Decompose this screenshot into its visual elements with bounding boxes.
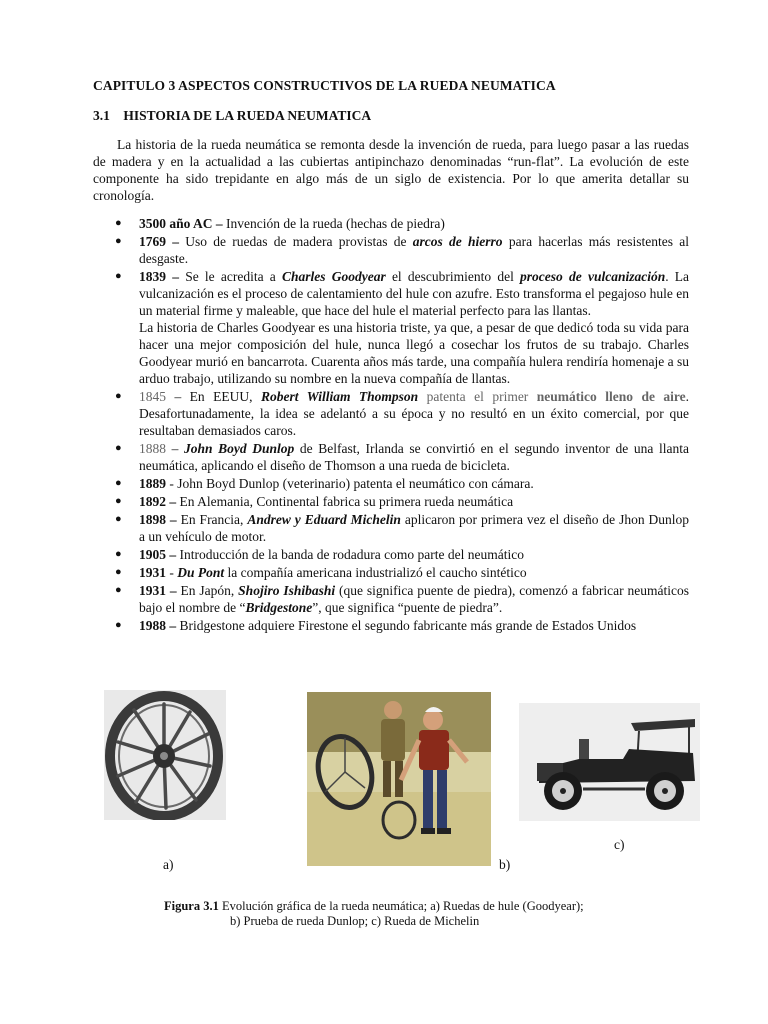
timeline-item (93, 617, 689, 634)
timeline-year: 1769 – (139, 234, 180, 249)
timeline-extra-paragraph: La historia de Charles Goodyear es una historia triste, ya que, a pesar de que dedicó toda su vida para hacer una mejor composición del hule, nunca llegó a cosechar los frutos de su trabajo. Charles Goodyear murió en bancarrota. Cuarenta años más tarde, una compañía hulera rendiría homenaje a su arduo trabajo, utilizando su nombre en la nueva compañía de llantas. (139, 320, 689, 386)
timeline-year: 1931 (139, 565, 166, 580)
timeline-text: Bridgestone adquiere Firestone el segundo fabricante más grande de Estados Unidos (179, 618, 637, 633)
timeline-item (93, 564, 689, 581)
car-illustration (519, 703, 700, 821)
timeline-item (93, 233, 689, 267)
timeline-text: – En EEUU, (174, 389, 253, 404)
bullet-icon: ● (115, 619, 122, 631)
timeline-emphasis: proceso de vulcanización (520, 269, 666, 284)
timeline-text: (que significa puente de piedra), comenzó a fabricar neumáticos bajo el nombre de “ (139, 583, 690, 615)
timeline-item (93, 440, 689, 474)
timeline-text: Se le acredita a (185, 269, 276, 284)
bullet-icon: ● (115, 548, 122, 560)
figure-a-label: a) (163, 857, 174, 872)
figure-caption (164, 899, 684, 929)
timeline-year: 1888 (139, 441, 166, 456)
timeline-emphasis: Charles Goodyear (282, 269, 386, 284)
timeline-item (93, 493, 689, 510)
timeline-text: En Francia, (180, 512, 244, 527)
bullet-icon: ● (115, 217, 122, 229)
timeline-emphasis: Robert William Thompson (260, 389, 419, 404)
timeline-emphasis: Du Pont (177, 565, 225, 580)
timeline-text: ”, que significa “puente de piedra”. (312, 600, 503, 615)
timeline-emphasis: Andrew y Eduard Michelin (247, 512, 401, 527)
figure-c-michelin-car (519, 703, 700, 821)
timeline-text: – (171, 441, 179, 456)
timeline-text: para hacerlas más resistentes al desgaste. (139, 234, 690, 266)
timeline-year: 3500 año AC – (139, 216, 223, 231)
timeline-year: 1889 (139, 476, 166, 491)
figure-caption-label: Figura 3.1 (164, 899, 219, 913)
timeline-year: 1839 – (139, 269, 179, 284)
timeline-item (93, 215, 689, 232)
figure-a-wooden-wheel (104, 690, 226, 820)
timeline-text: . Desafortunadamente, la idea se adelantó a su época y no resultó en un éxito comercial, por que resultaban demasiados caros. (139, 389, 690, 438)
timeline-text: En Japón, (180, 583, 235, 598)
figure-b-dunlop-test (307, 692, 491, 866)
timeline-year: 1898 – (139, 512, 177, 527)
timeline-text: Introducción de la banda de rodadura como parte del neumático (179, 547, 524, 562)
timeline-text: patenta el primer (426, 389, 529, 404)
timeline-text: el descubrimiento del (391, 269, 514, 284)
timeline-emphasis: neumático lleno de aire (536, 389, 686, 404)
dunlop-illustration (307, 692, 491, 866)
timeline-item (93, 582, 689, 616)
bullet-icon: ● (115, 270, 122, 282)
bullet-icon: ● (115, 477, 122, 489)
timeline-emphasis: Bridgestone (245, 600, 313, 615)
bullet-icon: ● (115, 442, 122, 454)
timeline-text: - John Boyd Dunlop (veterinario) patenta el neumático con cámara. (169, 476, 534, 491)
figure-b-label: b) (499, 857, 511, 872)
timeline-item (93, 511, 689, 545)
figure-c-label: c) (614, 837, 625, 852)
timeline-item (93, 388, 689, 439)
timeline-text: Uso de ruedas de madera provistas de (185, 234, 407, 249)
timeline-text: . La vulcanización es el proceso de calentamiento del hule con azufre. Esto transforma el pegajoso hule en un material firme y maleable, que hace del hule el material perfecto para las llantas. (139, 269, 690, 318)
timeline-year: 1892 – (139, 494, 177, 509)
timeline-year: 1845 (139, 389, 166, 404)
bullet-icon: ● (115, 495, 122, 507)
timeline-text: - (169, 565, 174, 580)
bullet-icon: ● (115, 584, 122, 596)
timeline-year: 1988 – (139, 618, 177, 633)
timeline-emphasis: arcos de hierro (412, 234, 503, 249)
bullet-icon: ● (115, 513, 122, 525)
section-title-text: HISTORIA DE LA RUEDA NEUMATICA (123, 108, 372, 123)
wheel-illustration (104, 690, 226, 820)
intro-paragraph (93, 136, 689, 204)
bullet-icon: ● (115, 235, 122, 247)
timeline-emphasis: Shojiro Ishibashi (238, 583, 336, 598)
section-title (93, 108, 371, 124)
history-timeline (93, 215, 689, 635)
figure-caption-line1: Evolución gráfica de la rueda neumática; a) Ruedas de hule (Goodyear); (221, 899, 584, 913)
bullet-icon: ● (115, 390, 122, 402)
timeline-text: Invención de la rueda (hechas de piedra) (226, 216, 445, 231)
section-number: 3.1 (93, 108, 110, 123)
timeline-text: la compañía americana industrializó el caucho sintético (227, 565, 527, 580)
timeline-text: En Alemania, Continental fabrica su primera rueda neumática (179, 494, 514, 509)
timeline-text: aplicaron por primera vez el diseño de Jhon Dunlop a un vehículo de motor. (139, 512, 690, 544)
timeline-text: de Belfast, Irlanda se convirtió en el segundo inventor de una llanta neumática, aplicando el diseño de Thomson a una rueda de bicicleta. (139, 441, 690, 473)
timeline-item (93, 268, 689, 387)
bullet-icon: ● (115, 566, 122, 578)
timeline-year: 1931 – (139, 583, 177, 598)
timeline-item (93, 475, 689, 492)
timeline-item (93, 546, 689, 563)
timeline-emphasis: John Boyd Dunlop (184, 441, 295, 456)
chapter-title: CAPITULO 3 ASPECTOS CONSTRUCTIVOS DE LA RUEDA NEUMATICA (93, 78, 556, 93)
timeline-year: 1905 – (139, 547, 177, 562)
figure-caption-line2: b) Prueba de rueda Dunlop; c) Rueda de Michelin (230, 914, 480, 928)
intro-text: La historia de la rueda neumática se remonta desde la invención de rueda, para luego pasar a las ruedas de madera y en la actualidad a las cubiertas antipinchazo denominadas “run-flat”. La evolución de este componente ha sido trepidante en algo más de un siglo de existencia. Por lo que amerita detallar su cronología. (93, 137, 689, 203)
